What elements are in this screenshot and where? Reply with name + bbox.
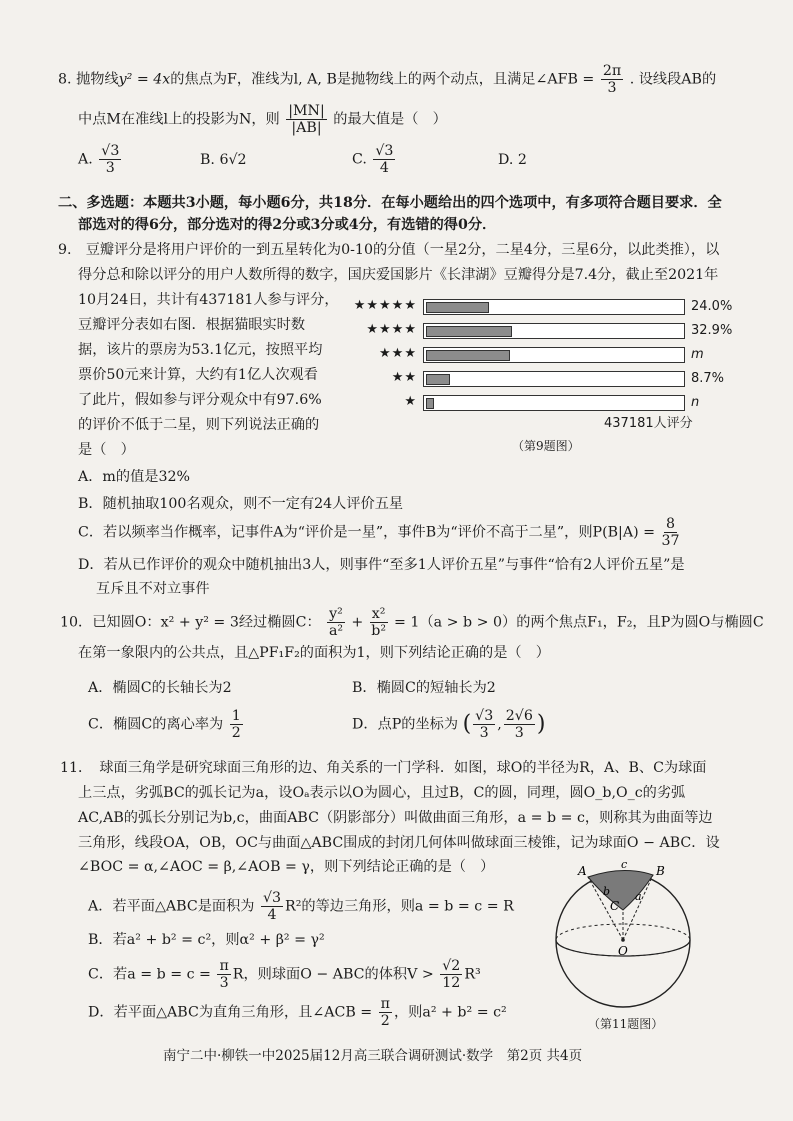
q9-line6: 票价50元来计算，大约有1亿人次观看 <box>78 367 318 383</box>
chart-value-label: n <box>691 395 700 410</box>
point-o <box>621 938 625 942</box>
page-footer: 南宁二中·柳铁一中2025届12月高三联合调研测试·数学 第2页 共4页 <box>163 1048 583 1064</box>
section2-line2: 部选对的得6分，部分选对的得2分或3分或4分，有选错的得0分． <box>78 217 497 233</box>
q8-line2: 中点M在准线l上的投影为N，则 $\frac{|MN|}{|AB|}$ 的最大值是（ ） <box>78 103 447 136</box>
q11-option-d: D．若平面△ABC为直角三角形，且∠ACB = $\frac{\pi}{2}$ ，则a² + b² = c² <box>88 996 507 1029</box>
chart-bar <box>426 350 510 361</box>
chart-value-label: 24.0% <box>691 299 733 314</box>
q10-line2: 在第一象限内的公共点，且△PF₁F₂的面积为1，则下列结论正确的是（ ） <box>78 645 550 661</box>
label-b: B <box>656 864 665 878</box>
label-arc-a: a <box>635 890 642 903</box>
q9-line9: 是（ ） <box>78 442 135 458</box>
label-c: C <box>610 899 620 913</box>
q10-option-a: A．椭圆C的长轴长为2 <box>88 680 232 696</box>
q9-line7: 了此片，假如参与评分观众中有97.6% <box>78 392 322 408</box>
rating-chart <box>345 298 765 458</box>
sphere-figure <box>548 855 698 1020</box>
q9-option-c: C．若以频率当作概率，记事件A为“评价是一星”，事件B为“评价不高于二星”，则P(B|A) = $\frac{8}{37}$ <box>78 516 680 549</box>
q10-option-b: B．椭圆C的短轴长为2 <box>352 680 496 696</box>
chart-caption: （第9题图） <box>512 439 580 453</box>
q10-option-d: D．点P的坐标为 ( $\frac{√3}{3}$ , $\frac{2√6}{3}$ ) <box>352 708 546 741</box>
q11-line4: 三角形，线段OA，OB，OC与曲面△ABC围成的封闭几何体叫做球面三棱锥，记为球面O − ABC．设 <box>78 835 720 851</box>
label-arc-c: c <box>621 858 628 871</box>
q9-option-b: B．随机抽取100名观众，则不一定有24人评价五星 <box>78 496 404 512</box>
q8-option-a: A. $\frac{√3}{3}$ <box>78 143 120 176</box>
q8-option-b: B. 6√2 <box>200 152 247 168</box>
chart-bar <box>426 374 450 385</box>
q9-option-d2: 互斥且不对立事件 <box>96 581 210 597</box>
chart-bar <box>426 398 434 409</box>
q8-angle-fraction: $\frac{2\pi}{3}$ <box>602 63 622 96</box>
chart-bar-track <box>423 347 685 363</box>
chart-bar-track <box>423 299 685 315</box>
chart-value-label: m <box>691 347 704 362</box>
chart-bar-track <box>423 371 685 387</box>
chart-value-label: 32.9% <box>691 323 733 338</box>
chart-bar-track <box>423 395 685 411</box>
q9-option-a: A．m的值是32% <box>78 469 190 485</box>
chart-bar <box>426 326 512 337</box>
chart-star-label: ★★ <box>391 370 417 385</box>
q8-line1: 8. 抛物线y² = 4x的焦点为F，准线为l, A, B是抛物线上的两个动点，且满足∠AFB = $\frac{2\pi}{3}$ . 设线段AB的 <box>58 63 717 96</box>
label-a: A <box>578 864 587 878</box>
q11-option-b: B．若a² + b² = c²，则α² + β² = γ² <box>88 932 325 948</box>
section2-line1: 二、多选题：本题共3小题，每小题6分，共18分．在每小题给出的四个选项中，有多项符合题目要求．全 <box>58 195 722 211</box>
q9-option-d1: D．若从已作评价的观众中随机抽出3人，则事件“至多1人评价五星”与事件“恰有2人评价五星”是 <box>78 557 685 573</box>
chart-star-label: ★★★ <box>379 346 417 361</box>
figure11-caption: （第11题图） <box>588 1017 664 1031</box>
q8-option-d: D. 2 <box>498 152 527 168</box>
q9-line8: 的评价不低于二星，则下列说法正确的 <box>78 417 320 433</box>
q11-option-c: C．若a = b = c = $\frac{\pi}{3}$ R，则球面O − ABC的体积V > $\frac{√2}{12}$ R³ <box>88 958 481 991</box>
label-o: O <box>618 944 628 958</box>
chart-star-label: ★ <box>404 394 417 409</box>
chart-value-label: 8.7% <box>691 371 725 386</box>
q11-line5: ∠BOC = α,∠AOC = β,∠AOB = γ，则下列结论正确的是（ ） <box>78 859 495 875</box>
q11-line1: 11． 球面三角学是研究球面三角形的边、角关系的一门学科．如图，球O的半径为R，A、B、C为球面 <box>60 760 707 776</box>
q10-line1: 10．已知圆O：x² + y² = 3经过椭圆C： $\frac{\text{y²}}{\text{a²}}$ + $\frac{\text{x²}}{\text{b²}}$ = 1（a > b > 0）的两个焦点F₁，F₂，且P为圆O与椭圆C <box>60 606 764 639</box>
q9-line5: 据，该片的票房为53.1亿元，按照平均 <box>78 342 323 358</box>
q11-option-a: A．若平面△ABC是面积为 $\frac{√3}{4}$ R²的等边三角形，则a = b = c = R <box>88 890 514 923</box>
q8-option-c: C. $\frac{√3}{4}$ <box>352 143 394 176</box>
q9-line2: 得分总和除以评分的用户人数所得的数字，国庆爱国影片《长津湖》豆瓣得分是7.4分，截止至2021年 <box>78 267 719 283</box>
chart-total-label: 437181人评分 <box>604 416 693 431</box>
q10-option-c: C．椭圆C的离心率为 $\frac{1}{2}$ <box>88 708 241 741</box>
q11-line2: 上三点，劣弧BC的弧长记为a，设Oₐ表示以O为圆心，且过B，C的圆，同理，圆O_b,O_c的劣弧 <box>78 785 686 801</box>
q8-ratio-fraction: $\frac{|MN|}{|AB|}$ <box>288 103 325 136</box>
q11-line3: AC,AB的弧长分别记为b,c，曲面ABC（阴影部分）叫做曲面三角形，a = b = c，则称其为曲面等边 <box>78 810 713 826</box>
chart-bar <box>426 302 489 313</box>
q9-line3: 10月24日，共计有437181人参与评分， <box>78 292 339 308</box>
chart-star-label: ★★★★ <box>366 322 417 337</box>
curved-triangle-shade <box>588 870 653 910</box>
chart-bar-track <box>423 323 685 339</box>
q9-line4: 豆瓣评分表如右图．根据猫眼实时数 <box>78 317 306 333</box>
label-arc-b: b <box>603 885 611 898</box>
chart-star-label: ★★★★★ <box>353 298 417 313</box>
q9-line1: 9. 豆瓣评分是将用户评价的一到五星转化为0-10的分值（一星2分，二星4分，三星6分，以此类推），以 <box>58 242 720 258</box>
